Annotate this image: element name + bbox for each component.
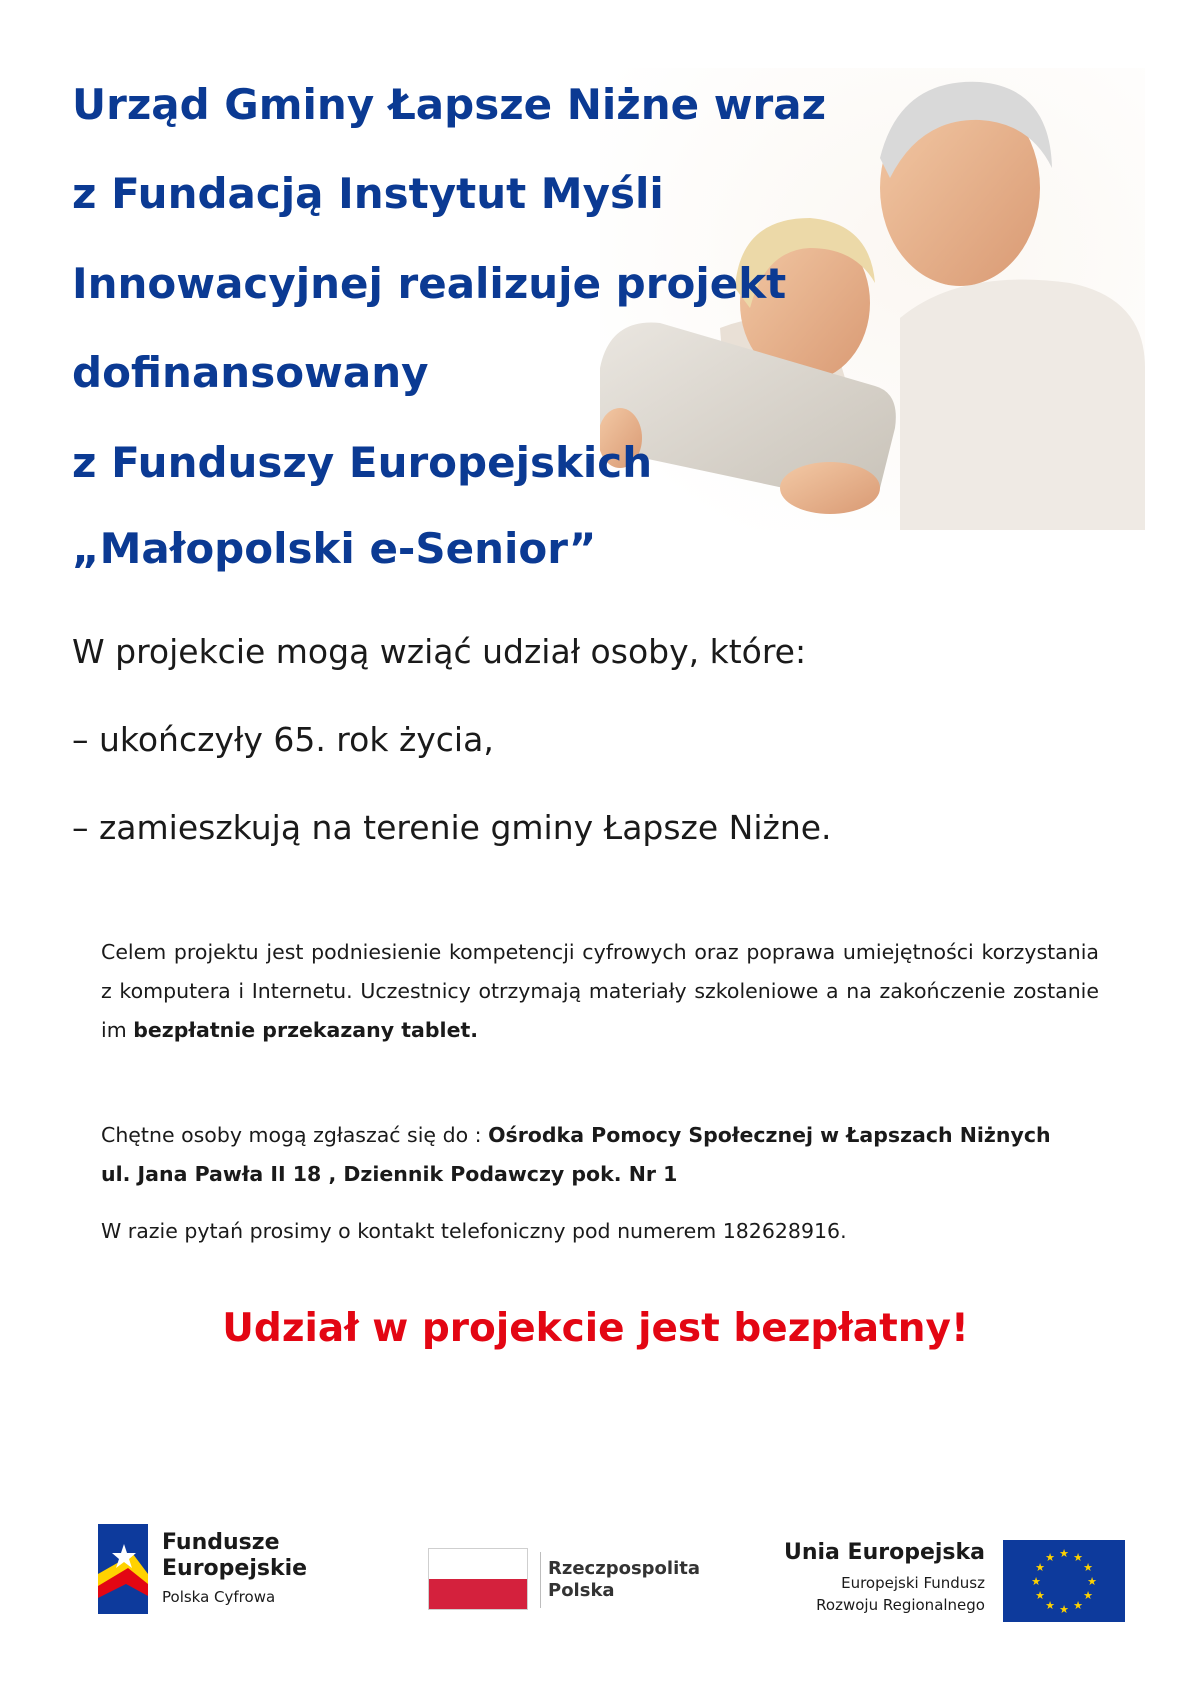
svg-text:★: ★	[1031, 1575, 1041, 1588]
fe-star-icon	[98, 1524, 148, 1614]
free-participation-notice: Udział w projekcie jest bezpłatny!	[222, 1306, 969, 1351]
rp-line-2: Polska	[548, 1580, 615, 1601]
requirement-residence: – zamieszkują na terenie gminy Łapsze Niżne.	[72, 808, 832, 847]
heading-line-4: dofinansowany	[72, 348, 429, 397]
project-description	[101, 933, 1099, 1050]
svg-text:★: ★	[1087, 1575, 1097, 1588]
project-name: „Małopolski e-Senior”	[72, 524, 597, 573]
signup-place: Ośrodka Pomocy Społecznej w Łapszach Niżnych	[488, 1123, 1051, 1147]
description-text: Celem projektu jest podniesienie kompetencji cyfrowych oraz poprawa umiejętności korzystania z komputera i Internetu. Uczestnicy otrzymają materiały szkoleniowe a na zakończenie zostanie im	[101, 940, 1099, 1042]
heading-line-3: Innowacyjnej realizuje projekt	[72, 259, 787, 308]
unia-europejska-logo	[755, 1540, 1125, 1626]
fe-line-1: Fundusze	[162, 1530, 280, 1555]
description-bold: bezpłatnie przekazany tablet.	[133, 1018, 479, 1042]
requirement-age: – ukończyły 65. rok życia,	[72, 720, 494, 759]
heading-line-5: z Funduszy Europejskich	[72, 438, 653, 487]
ue-line-2: Europejski Fundusz	[841, 1574, 985, 1592]
signup-address: ul. Jana Pawła II 18 , Dziennik Podawczy pok. Nr 1	[101, 1162, 678, 1186]
svg-text:★: ★	[1073, 1551, 1083, 1564]
svg-text:★: ★	[1073, 1599, 1083, 1612]
rp-divider	[540, 1552, 541, 1608]
ue-line-1: Unia Europejska	[783, 1540, 985, 1565]
footer-logos	[0, 1480, 1191, 1640]
eu-flag-icon	[1003, 1540, 1125, 1622]
svg-text:★: ★	[1059, 1547, 1069, 1560]
rzeczpospolita-polska-logo	[428, 1548, 718, 1618]
rp-line-1: Rzeczpospolita	[548, 1558, 700, 1579]
polish-flag-icon	[428, 1548, 528, 1610]
signup-info	[101, 1116, 1099, 1155]
svg-text:★: ★	[1035, 1561, 1045, 1574]
fundusze-europejskie-logo	[98, 1524, 338, 1614]
fe-line-2: Europejskie	[162, 1556, 308, 1581]
fe-line-3: Polska Cyfrowa	[162, 1588, 276, 1606]
heading-line-1: Urząd Gminy Łapsze Niżne wraz	[72, 80, 827, 129]
signup-prefix: Chętne osoby mogą zgłaszać się do :	[101, 1123, 489, 1147]
svg-text:★: ★	[1045, 1599, 1055, 1612]
svg-text:★: ★	[1035, 1589, 1045, 1602]
svg-text:★: ★	[1045, 1551, 1055, 1564]
svg-text:★: ★	[1059, 1603, 1069, 1616]
svg-text:★: ★	[1083, 1561, 1093, 1574]
contact-info: W razie pytań prosimy o kontakt telefoniczny pod numerem 182628916.	[101, 1219, 847, 1243]
svg-text:★: ★	[1083, 1589, 1093, 1602]
heading-line-2: z Fundacją Instytut Myśli	[72, 169, 664, 218]
requirements-intro: W projekcie mogą wziąć udział osoby, które:	[72, 632, 807, 671]
ue-line-3: Rozwoju Regionalnego	[816, 1596, 985, 1614]
